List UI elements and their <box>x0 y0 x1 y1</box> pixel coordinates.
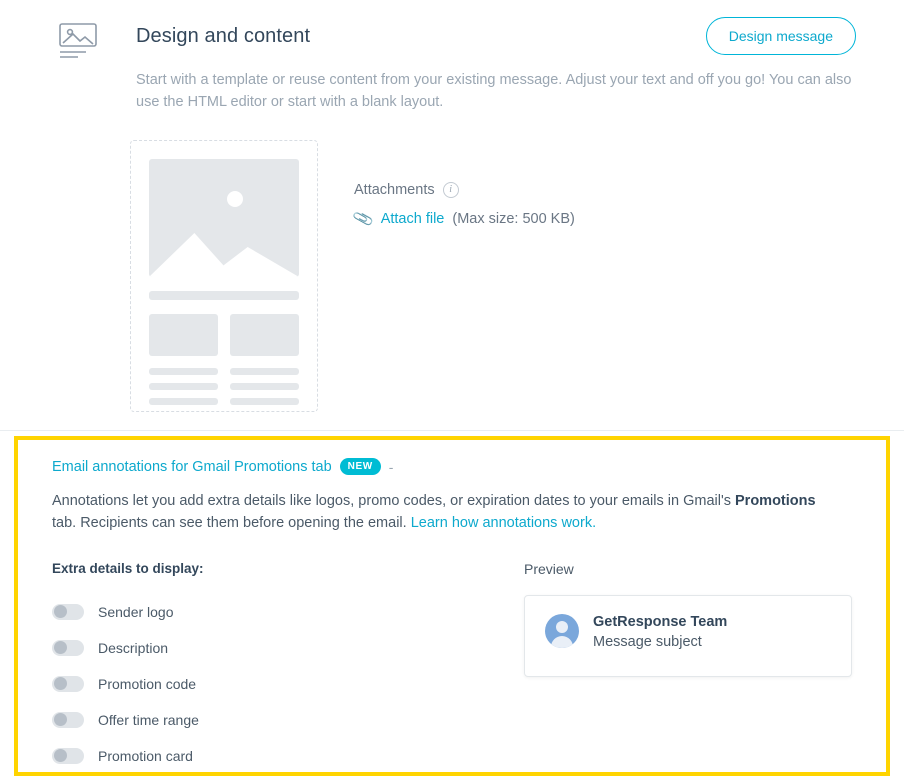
preview-column <box>524 561 852 774</box>
user-avatar-icon <box>545 614 579 648</box>
template-and-attachments-row <box>48 140 856 412</box>
preview-subject: Message subject <box>593 633 702 650</box>
toggle-knob <box>54 749 67 762</box>
toggle-promotion-card[interactable] <box>52 748 84 764</box>
preview-heading: Preview <box>524 560 574 577</box>
attach-max-size: (Max size: 500 KB) <box>452 210 575 227</box>
toggle-knob <box>54 677 67 690</box>
template-hero-sun <box>227 191 243 207</box>
toggle-label-offer-time-range: Offer time range <box>98 711 199 728</box>
template-line <box>149 398 218 405</box>
toggle-knob <box>54 641 67 654</box>
preview-text-block <box>593 614 727 650</box>
template-line <box>230 383 299 390</box>
toggle-description[interactable] <box>52 640 84 656</box>
extra-details-column <box>52 561 476 774</box>
annotations-title-link[interactable]: Email annotations for Gmail Promotions tab <box>52 458 332 475</box>
annotations-description <box>52 490 842 535</box>
toggle-row-promotion-code <box>52 666 476 702</box>
template-line <box>149 383 218 390</box>
template-line <box>149 291 299 300</box>
design-section-description: Start with a template or reuse content from your existing message. Adjust your text and off you go! You can also use the HTML editor or start with a blank layout. <box>136 72 852 110</box>
toggle-row-description <box>52 630 476 666</box>
avatar-body <box>551 636 573 648</box>
page-title: Design and content <box>136 24 311 47</box>
template-box <box>230 314 299 356</box>
attachments-label: Attachments <box>354 181 435 198</box>
info-icon[interactable]: i <box>443 182 459 198</box>
section-divider <box>0 430 904 431</box>
template-line <box>149 368 218 375</box>
toggle-label-description: Description <box>98 639 169 656</box>
learn-how-annotations-work-link[interactable]: Learn how annotations work. <box>410 515 597 532</box>
toggle-row-offer-time-range <box>52 702 476 738</box>
toggle-sender-logo[interactable] <box>52 604 84 620</box>
template-two-column-lines <box>149 368 299 413</box>
toggle-offer-time-range[interactable] <box>52 712 84 728</box>
annotations-description-part2: tab. Recipients can see them before opening the email. <box>52 515 411 532</box>
annotations-description-bold: Promotions <box>735 493 816 509</box>
extra-details-heading: Extra details to display: <box>52 560 204 576</box>
image-placeholder-icon <box>56 18 100 62</box>
template-line <box>230 368 299 375</box>
preview-sender-name: GetResponse Team <box>593 613 728 630</box>
toggle-label-sender-logo: Sender logo <box>98 603 174 620</box>
template-line-col <box>149 368 218 413</box>
template-hero-image <box>149 159 299 277</box>
attachments-label-row <box>354 182 575 198</box>
toggle-knob <box>54 713 67 726</box>
toggle-knob <box>54 605 67 618</box>
annotations-title-row <box>52 458 852 475</box>
toggle-label-promotion-code: Promotion code <box>98 675 197 692</box>
toggle-promotion-code[interactable] <box>52 676 84 692</box>
annotations-description-part1: Annotations let you add extra details like logos, promo codes, or expiration dates to your emails in Gmail's <box>52 493 736 509</box>
template-hero-mountain <box>149 221 299 277</box>
template-thumbnail[interactable] <box>130 140 318 412</box>
annotations-body <box>52 561 852 774</box>
attachments-block <box>351 140 575 412</box>
design-title-row <box>136 14 856 58</box>
email-annotations-section <box>14 436 890 776</box>
attach-file-link[interactable]: Attach file <box>380 210 445 227</box>
template-box <box>149 314 218 356</box>
preview-card <box>524 595 852 677</box>
template-line <box>230 398 299 405</box>
design-header-right <box>136 14 856 114</box>
design-header <box>48 14 856 114</box>
toggle-label-promotion-card: Promotion card <box>98 747 193 764</box>
toggle-row-sender-logo <box>52 594 476 630</box>
attach-file-row <box>351 207 575 231</box>
template-line-col <box>230 368 299 413</box>
annotations-dash: - <box>388 458 394 475</box>
new-badge: NEW <box>340 458 381 475</box>
template-two-column-boxes <box>149 314 299 356</box>
toggle-row-promotion-card <box>52 738 476 774</box>
avatar-head <box>556 621 568 633</box>
paperclip-icon: 📎 <box>351 207 376 231</box>
design-message-button[interactable]: Design message <box>706 17 856 55</box>
